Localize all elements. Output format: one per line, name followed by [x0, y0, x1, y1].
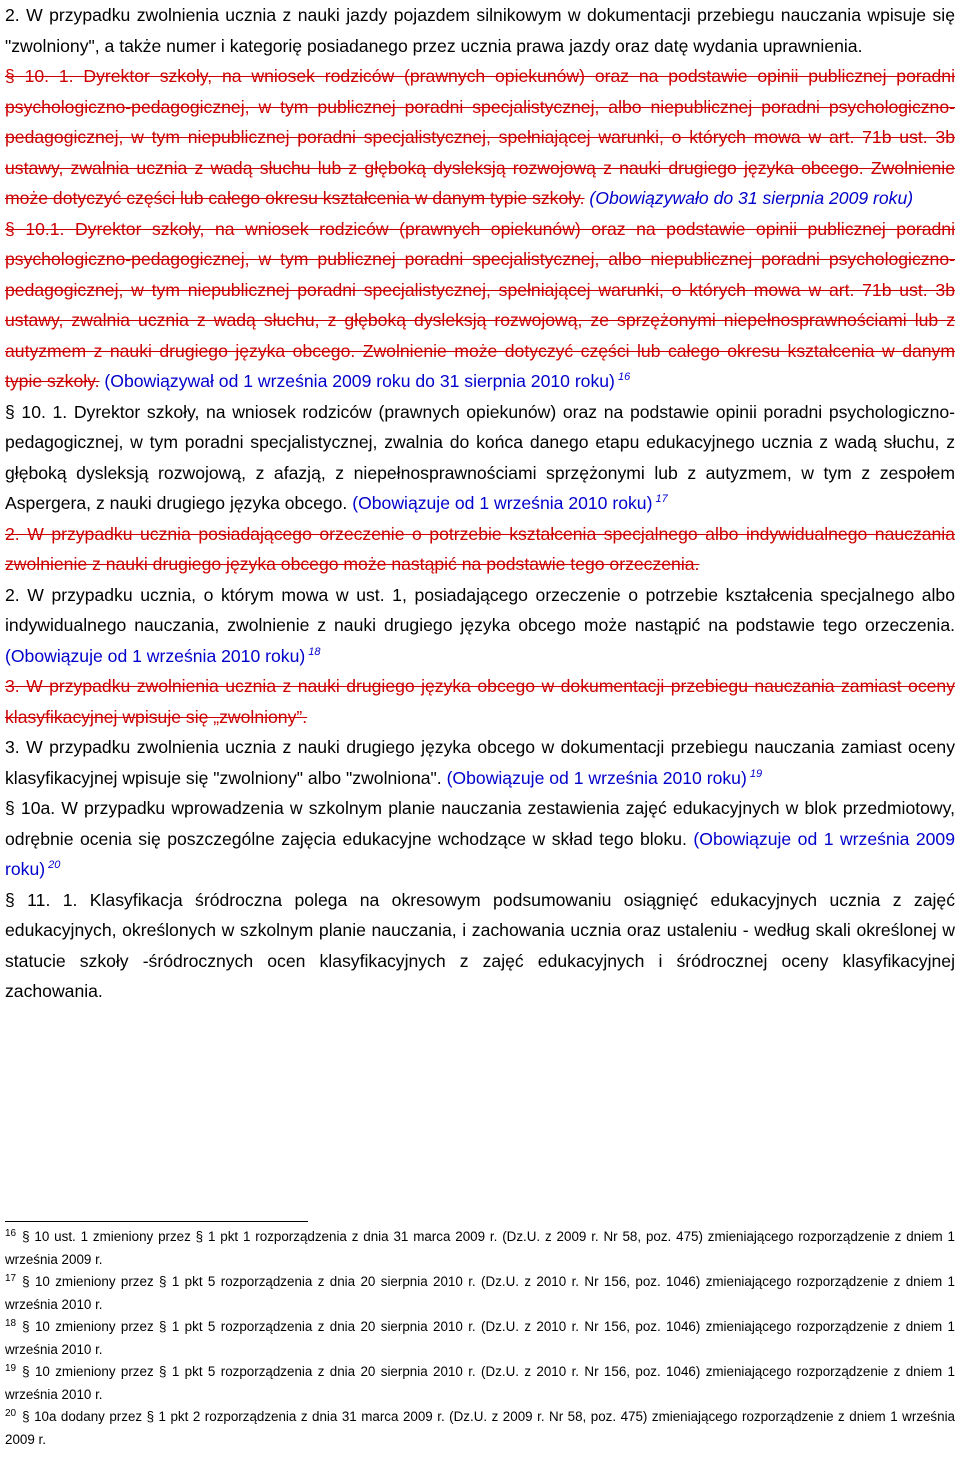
validity-note: (Obowiązuje od 1 września 2010 roku): [5, 645, 306, 666]
paragraph-deleted: [5, 214, 955, 397]
footnotes: [5, 1226, 955, 1451]
footnote-number: 18: [5, 1317, 17, 1329]
footnote-reference[interactable]: 18: [305, 645, 321, 658]
paragraph-deleted: [5, 61, 955, 214]
footnote: [5, 1361, 955, 1406]
paragraph-deleted: [5, 519, 955, 580]
paragraph-text: § 10. 1. Dyrektor szkoły, na wniosek rodziców (prawnych opiekunów) oraz na podstawie opinii poradni psychologiczno-pedagogicznej, w tym poradni specjalistycznej, zwalnia do końca danego etapu edukacyjnego ucznia z wadą słuchu, z głęboką dysleksją rozwojową, z afazją, z niepełnosprawnościami sprzężonymi lub z autyzmem, w tym z zespołem Aspergera, z nauki drugiego języka obcego.: [5, 401, 955, 513]
deleted-text: § 10. 1. Dyrektor szkoły, na wniosek rodziców (prawnych opiekunów) oraz na podstawie opinii publicznej poradni psychologiczno-pedagogicznej, w tym publicznej poradni specjalistycznej, albo niepublicznej poradni psychologiczno-pedagogicznej, w tym niepublicznej poradni specjalistycznej, spełniającej warunki, o których mowa w art. 71b ust. 3b ustawy, zwalnia ucznia z wadą słuchu lub z głęboką dysleksją rozwojową z nauki drugiego języka obcego. Zwolnienie może dotyczyć części lub całego okresu kształcenia w danym typie szkoły.: [5, 66, 955, 208]
paragraph: [5, 885, 955, 1007]
deleted-text: 3. W przypadku zwolnienia ucznia z nauki drugiego języka obcego w dokumentacji przebiegu nauczania zamiast oceny klasyfikacyjnej wpisuje się „zwolniony”.: [5, 676, 955, 727]
footnote: [5, 1226, 955, 1271]
footnote-text: § 10 ust. 1 zmieniony przez § 1 pkt 1 rozporządzenia z dnia 31 marca 2009 r. (Dz.U. z 2009 r. Nr 58, poz. 475) zmieniającego rozporządzenie z dniem 1 września 2009 r.: [5, 1229, 955, 1267]
paragraph-text: 3. W przypadku zwolnienia ucznia z nauki drugiego języka obcego w dokumentacji przebiegu nauczania zamiast oceny klasyfikacyjnej wpisuje się "zwolniony" albo "zwolniona".: [5, 737, 955, 788]
paragraph: [5, 793, 955, 885]
footnote: [5, 1316, 955, 1361]
paragraph: [5, 0, 955, 61]
footnote-reference[interactable]: 20: [45, 859, 61, 872]
footnote-reference[interactable]: 17: [652, 493, 668, 506]
paragraph-text: 2. W przypadku zwolnienia ucznia z nauki jazdy pojazdem silnikowym w dokumentacji przebiegu nauczania wpisuje się "zwolniony", a także numer i kategorię posiadanego przez ucznia prawa jazdy oraz datę wydania uprawnienia.: [5, 5, 955, 56]
footnote-text: § 10 zmieniony przez § 1 pkt 5 rozporządzenia z dnia 20 sierpnia 2010 r. (Dz.U. z 2010 r. Nr 156, poz. 1046) zmieniającego rozporządzenie z dniem 1 września 2010 r.: [5, 1364, 955, 1402]
document-body: [5, 0, 955, 1007]
footnote-text: § 10 zmieniony przez § 1 pkt 5 rozporządzenia z dnia 20 sierpnia 2010 r. (Dz.U. z 2010 r. Nr 156, poz. 1046) zmieniającego rozporządzenie z dniem 1 września 2010 r.: [5, 1319, 955, 1357]
footnote: [5, 1271, 955, 1316]
validity-note: (Obowiązuje od 1 września 2009 roku): [5, 828, 955, 879]
paragraph-text: § 10a. W przypadku wprowadzenia w szkolnym planie nauczania zestawienia zajęć edukacyjnych w blok przedmiotowy, odrębnie ocenia się poszczególne zajęcia edukacyjne wchodzące w skład tego bloku.: [5, 798, 955, 849]
paragraph: [5, 397, 955, 519]
footnote-separator: [5, 1221, 308, 1222]
paragraph-text: 2. W przypadku ucznia, o którym mowa w ust. 1, posiadającego orzeczenie o potrzebie kształcenia specjalnego albo indywidualnego nauczania, zwolnienie z nauki drugiego języka obcego może nastąpić na podstawie tego orzeczenia.: [5, 584, 955, 635]
footnote-reference[interactable]: 19: [746, 767, 763, 780]
footnote: [5, 1406, 955, 1451]
validity-note: (Obowiązuje od 1 września 2010 roku): [347, 493, 653, 513]
footnote-number: 17: [5, 1272, 17, 1284]
paragraph-deleted: [5, 671, 955, 732]
validity-note: (Obowiązuje od 1 września 2010 roku): [441, 767, 747, 788]
footnote-reference[interactable]: 16: [614, 371, 631, 384]
paragraph: [5, 580, 955, 672]
footnote-number: 20: [5, 1407, 17, 1419]
paragraph-text: § 11. 1. Klasyfikacja śródroczna polega na okresowym podsumowaniu osiągnięć edukacyjnych ucznia z zajęć edukacyjnych, określonych w szkolnym planie nauczania, i zachowania ucznia oraz ustaleniu - według skali określonej w statucie szkoły -śródrocznych ocen klasyfikacyjnych z zajęć edukacyjnych i śródrocznej oceny klasyfikacyjnej zachowania.: [5, 889, 955, 1001]
validity-note: (Obowiązywał od 1 września 2009 roku do 31 sierpnia 2010 roku): [99, 371, 615, 391]
footnote-text: § 10a dodany przez § 1 pkt 2 rozporządzenia z dnia 31 marca 2009 r. (Dz.U. z 2009 r. Nr 58, poz. 475) zmieniającego rozporządzenie z dniem 1 września 2009 r.: [5, 1409, 955, 1447]
footnote-text: § 10 zmieniony przez § 1 pkt 5 rozporządzenia z dnia 20 sierpnia 2010 r. (Dz.U. z 2010 r. Nr 156, poz. 1046) zmieniającego rozporządzenie z dniem 1 września 2010 r.: [5, 1274, 955, 1312]
footnote-number: 19: [5, 1362, 17, 1374]
validity-note: (Obowiązywało do 31 sierpnia 2009 roku): [584, 188, 914, 208]
deleted-text: 2. W przypadku ucznia posiadającego orzeczenie o potrzebie kształcenia specjalnego albo indywidualnego nauczania zwolnienie z nauki drugiego języka obcego może nastąpić na podstawie tego orzeczenia.: [5, 523, 955, 574]
paragraph: [5, 732, 955, 793]
deleted-text: § 10.1. Dyrektor szkoły, na wniosek rodziców (prawnych opiekunów) oraz na podstawie opinii publicznej poradni psychologiczno-pedagogicznej, w tym publicznej poradni specjalistycznej, albo niepublicznej poradni psychologiczno-pedagogicznej, w tym niepublicznej poradni specjalistycznej, spełniającej warunki, o których mowa w art. 71b ust. 3b ustawy, zwalnia ucznia z wadą słuchu, z głęboką dysleksją rozwojową, ze sprzężonymi niepełnosprawnościami lub z autyzmem z nauki drugiego języka obcego. Zwolnienie może dotyczyć części lub całego okresu kształcenia w danym typie szkoły.: [5, 218, 955, 391]
footnote-number: 16: [5, 1227, 17, 1239]
